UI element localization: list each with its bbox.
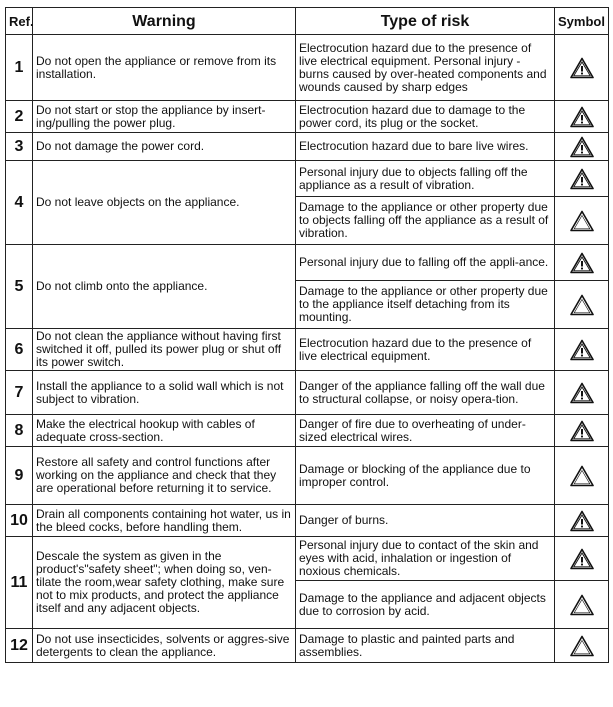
warning-text: Do not damage the power cord. bbox=[33, 133, 296, 161]
ref-number: 2 bbox=[6, 101, 33, 133]
warning-exclamation-icon bbox=[570, 252, 594, 274]
risk-text: Personal injury due to falling off the appli-ance. bbox=[296, 245, 555, 281]
table-row bbox=[6, 629, 609, 663]
risk-text: Electrocution hazard due to damage to the power cord, its plug or the socket. bbox=[296, 101, 555, 133]
warning-triangle-icon bbox=[570, 635, 594, 657]
warning-text: Do not climb onto the appliance. bbox=[33, 245, 296, 329]
warning-text: Do not clean the appliance without having first switched it off, pulled its power plug or shut off its power switch. bbox=[33, 329, 296, 371]
warning-exclamation-icon bbox=[570, 548, 594, 570]
table-row bbox=[6, 415, 609, 447]
risk-text: Electrocution hazard due to the presence of live electrical equipment. Personal injury - burns caused by over-heated components and wounds caused by sharp edges bbox=[296, 35, 555, 101]
warning-exclamation-icon bbox=[570, 382, 594, 404]
warning-exclamation-icon bbox=[570, 420, 594, 442]
warning-exclamation-icon bbox=[570, 168, 594, 190]
warning-text: Descale the system as given in the product's"safety sheet"; when doing so, ven-tilate the room,wear safety clothing, make sure not to mix products, and protect the appliance itself and any adjacent objects. bbox=[33, 537, 296, 629]
table-row bbox=[6, 447, 609, 505]
table-row bbox=[6, 371, 609, 415]
risk-symbol bbox=[555, 415, 609, 447]
warning-text: Restore all safety and control functions after working on the appliance and check that they are operational before returning it to service. bbox=[33, 447, 296, 505]
risk-text: Danger of fire due to overheating of under-sized electrical wires. bbox=[296, 415, 555, 447]
warning-triangle-icon bbox=[570, 594, 594, 616]
risk-text: Damage to plastic and painted parts and assemblies. bbox=[296, 629, 555, 663]
ref-number: 8 bbox=[6, 415, 33, 447]
warning-text: Install the appliance to a solid wall which is not subject to vibration. bbox=[33, 371, 296, 415]
risk-symbol bbox=[555, 329, 609, 371]
table-header-row bbox=[6, 8, 609, 35]
ref-number: 9 bbox=[6, 447, 33, 505]
risk-symbol bbox=[555, 447, 609, 505]
warning-text: Do not start or stop the appliance by insert-ing/pulling the power plug. bbox=[33, 101, 296, 133]
table-row bbox=[6, 133, 609, 161]
table-row bbox=[6, 101, 609, 133]
warning-text: Do not use insecticides, solvents or aggres-sive detergents to clean the appliance. bbox=[33, 629, 296, 663]
safety-warnings-table bbox=[5, 7, 609, 663]
risk-text: Personal injury due to contact of the skin and eyes with acid, inhalation or ingestion of noxious chemicals. bbox=[296, 537, 555, 581]
ref-number: 7 bbox=[6, 371, 33, 415]
table-row bbox=[6, 329, 609, 371]
risk-text: Personal injury due to objects falling off the appliance as a result of vibration. bbox=[296, 161, 555, 197]
table-row bbox=[6, 161, 609, 197]
header-warning: Warning bbox=[33, 8, 296, 35]
header-ref: Ref. bbox=[6, 8, 33, 35]
ref-number: 12 bbox=[6, 629, 33, 663]
risk-symbol bbox=[555, 505, 609, 537]
warning-text: Make the electrical hookup with cables of adequate cross-section. bbox=[33, 415, 296, 447]
risk-text: Damage to the appliance or other property due to objects falling off the appliance as a result of vibration. bbox=[296, 197, 555, 245]
warning-exclamation-icon bbox=[570, 136, 594, 158]
ref-number: 1 bbox=[6, 35, 33, 101]
risk-symbol bbox=[555, 35, 609, 101]
warning-triangle-icon bbox=[570, 294, 594, 316]
risk-text: Electrocution hazard due to bare live wires. bbox=[296, 133, 555, 161]
warning-exclamation-icon bbox=[570, 106, 594, 128]
warning-text: Do not leave objects on the appliance. bbox=[33, 161, 296, 245]
risk-symbol bbox=[555, 245, 609, 281]
warning-exclamation-icon bbox=[570, 57, 594, 79]
table-row bbox=[6, 537, 609, 581]
warning-text: Do not open the appliance or remove from its installation. bbox=[33, 35, 296, 101]
ref-number: 6 bbox=[6, 329, 33, 371]
warning-triangle-icon bbox=[570, 465, 594, 487]
risk-symbol bbox=[555, 629, 609, 663]
risk-symbol bbox=[555, 281, 609, 329]
header-risk: Type of risk bbox=[296, 8, 555, 35]
warning-exclamation-icon bbox=[570, 510, 594, 532]
risk-symbol bbox=[555, 101, 609, 133]
risk-symbol bbox=[555, 133, 609, 161]
ref-number: 11 bbox=[6, 537, 33, 629]
risk-text: Danger of burns. bbox=[296, 505, 555, 537]
ref-number: 5 bbox=[6, 245, 33, 329]
risk-symbol bbox=[555, 197, 609, 245]
risk-text: Danger of the appliance falling off the wall due to structural collapse, or noisy opera-tion. bbox=[296, 371, 555, 415]
risk-symbol bbox=[555, 537, 609, 581]
warning-text: Drain all components containing hot water, us in the bleed cocks, before handling them. bbox=[33, 505, 296, 537]
risk-text: Damage to the appliance and adjacent objects due to corrosion by acid. bbox=[296, 581, 555, 629]
ref-number: 10 bbox=[6, 505, 33, 537]
header-symbol: Symbol bbox=[555, 8, 609, 35]
table-row bbox=[6, 245, 609, 281]
risk-symbol bbox=[555, 371, 609, 415]
risk-text: Electrocution hazard due to the presence of live electrical equipment. bbox=[296, 329, 555, 371]
risk-text: Damage or blocking of the appliance due to improper control. bbox=[296, 447, 555, 505]
ref-number: 3 bbox=[6, 133, 33, 161]
table-row bbox=[6, 35, 609, 101]
table-row bbox=[6, 505, 609, 537]
ref-number: 4 bbox=[6, 161, 33, 245]
risk-text: Damage to the appliance or other property due to the appliance itself detaching from its mounting. bbox=[296, 281, 555, 329]
risk-symbol bbox=[555, 581, 609, 629]
warning-triangle-icon bbox=[570, 210, 594, 232]
risk-symbol bbox=[555, 161, 609, 197]
warning-exclamation-icon bbox=[570, 339, 594, 361]
